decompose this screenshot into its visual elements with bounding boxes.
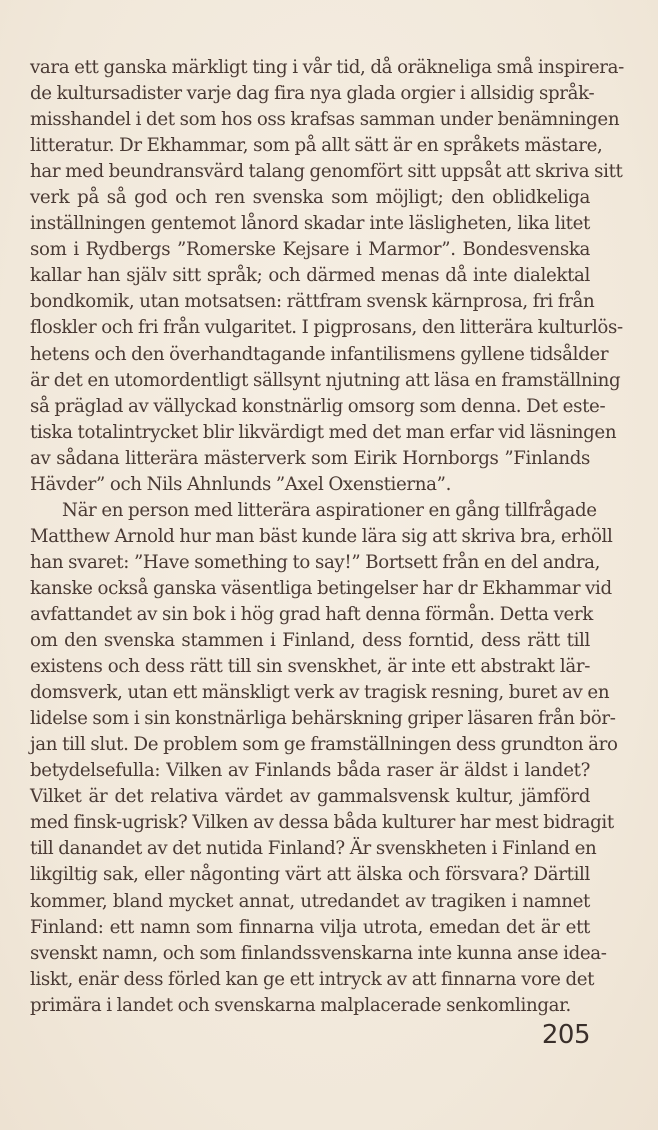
text-line: har med beundransvärd talang genomfört sitt uppsåt att skriva sitt xyxy=(30,161,623,183)
text-line: lidelse som i sin konstnärliga behärskning griper läsaren från bör- xyxy=(30,708,616,730)
text-line: de kultursadister varje dag fira nya glada orgier i allsidig språk- xyxy=(30,83,595,105)
text-line: med finsk-ugrisk? Vilken av dessa båda kulturer har mest bidragit xyxy=(30,812,614,834)
text-line: misshandel i det som hos oss krafsas samman under benämningen xyxy=(30,109,620,131)
text-line: avfattandet av sin bok i hög grad haft denna förmån. Detta verk xyxy=(30,603,593,625)
text-line: litteratur. Dr Ekhammar, som på allt sätt är en språkets mästare, xyxy=(30,135,603,157)
text-line: kommer, bland mycket annat, utredandet av tragiken i namnet xyxy=(30,890,590,912)
text-line: han svaret: ”Have something to say!” Bortsett från en del andra, xyxy=(30,551,601,573)
text-line: inställningen gentemot lånord skadar inte läsligheten, lika litet xyxy=(30,213,590,235)
text-line: vara ett ganska märkligt ting i vår tid, då oräkneliga små inspirera- xyxy=(30,57,624,78)
text-line: kanske också ganska väsentliga betingelser har dr Ekhammar vid xyxy=(30,577,612,599)
paragraph xyxy=(30,498,618,1019)
text-line: jan till slut. De problem som ge framställningen dess grundton äro xyxy=(30,734,618,756)
text-line: kallar han själv sitt språk; och därmed menas då inte dialektal xyxy=(30,265,590,287)
text-line: domsverk, utan ett mänskligt verk av tragisk resning, buret av en xyxy=(30,682,610,704)
text-line: liskt, enär dess förled kan ge ett intryck av att finnarna vore det xyxy=(30,968,595,990)
text-line: Matthew Arnold hur man bäst kunde lära sig att skriva bra, erhöll xyxy=(30,525,613,547)
text-line: svenskt namn, och som finlandssvenskarna inte kunna anse idea- xyxy=(30,942,607,964)
body-text xyxy=(30,55,624,1019)
text-line: Finland: ett namn som finnarna vilja utrota, emedan det är ett xyxy=(30,916,590,938)
text-line: hetens och den överhandtagande infantilismens gyllene tidsålder xyxy=(30,343,609,365)
text-line: primära i landet och svenskarna malplacerade senkomlingar. xyxy=(30,994,571,1016)
text-line: När en person med litterära aspirationer en gång tillfrågade xyxy=(62,499,597,521)
text-line: till danandet av det nutida Finland? Är svenskheten i Finland en xyxy=(30,838,597,860)
text-line: floskler och fri från vulgaritet. I pigprosans, den litterära kulturlös- xyxy=(30,317,623,339)
text-line: är det en utomordentligt sällsynt njutning att läsa en framställning xyxy=(30,369,621,391)
text-line: betydelsefulla: Vilken av Finlands båda raser är äldst i landet? xyxy=(30,760,590,782)
text-line: Vilket är det relativa värdet av gammalsvensk kultur, jämförd xyxy=(30,786,590,808)
paragraph xyxy=(30,55,624,498)
text-line: av sådana litterära mästerverk som Eirik Hornborgs ”Finlands xyxy=(30,447,590,469)
text-line: likgiltig sak, eller någonting värt att älska och försvara? Därtill xyxy=(30,864,590,886)
text-line: existens och dess rätt till sin svenskhet, är inte ett abstrakt lär- xyxy=(30,656,590,678)
text-line: så präglad av vällyckad konstnärlig omsorg som denna. Det este- xyxy=(30,395,606,417)
text-line: tiska totalintrycket blir likvärdigt med det man erfar vid läsningen xyxy=(30,421,617,443)
text-line: verk på så god och ren svenska som möjligt; den oblidkeliga xyxy=(30,187,590,209)
text-line: Hävder” och Nils Ahnlunds ”Axel Oxenstierna”. xyxy=(30,473,452,495)
page-number: 205 xyxy=(541,1020,590,1050)
text-line: om den svenska stammen i Finland, dess forntid, dess rätt till xyxy=(30,630,590,652)
text-line: bondkomik, utan motsatsen: rättfram svensk kärnprosa, fri från xyxy=(30,291,595,313)
text-line: som i Rydbergs ”Romerske Kejsare i Marmor”. Bondesvenska xyxy=(30,239,590,261)
